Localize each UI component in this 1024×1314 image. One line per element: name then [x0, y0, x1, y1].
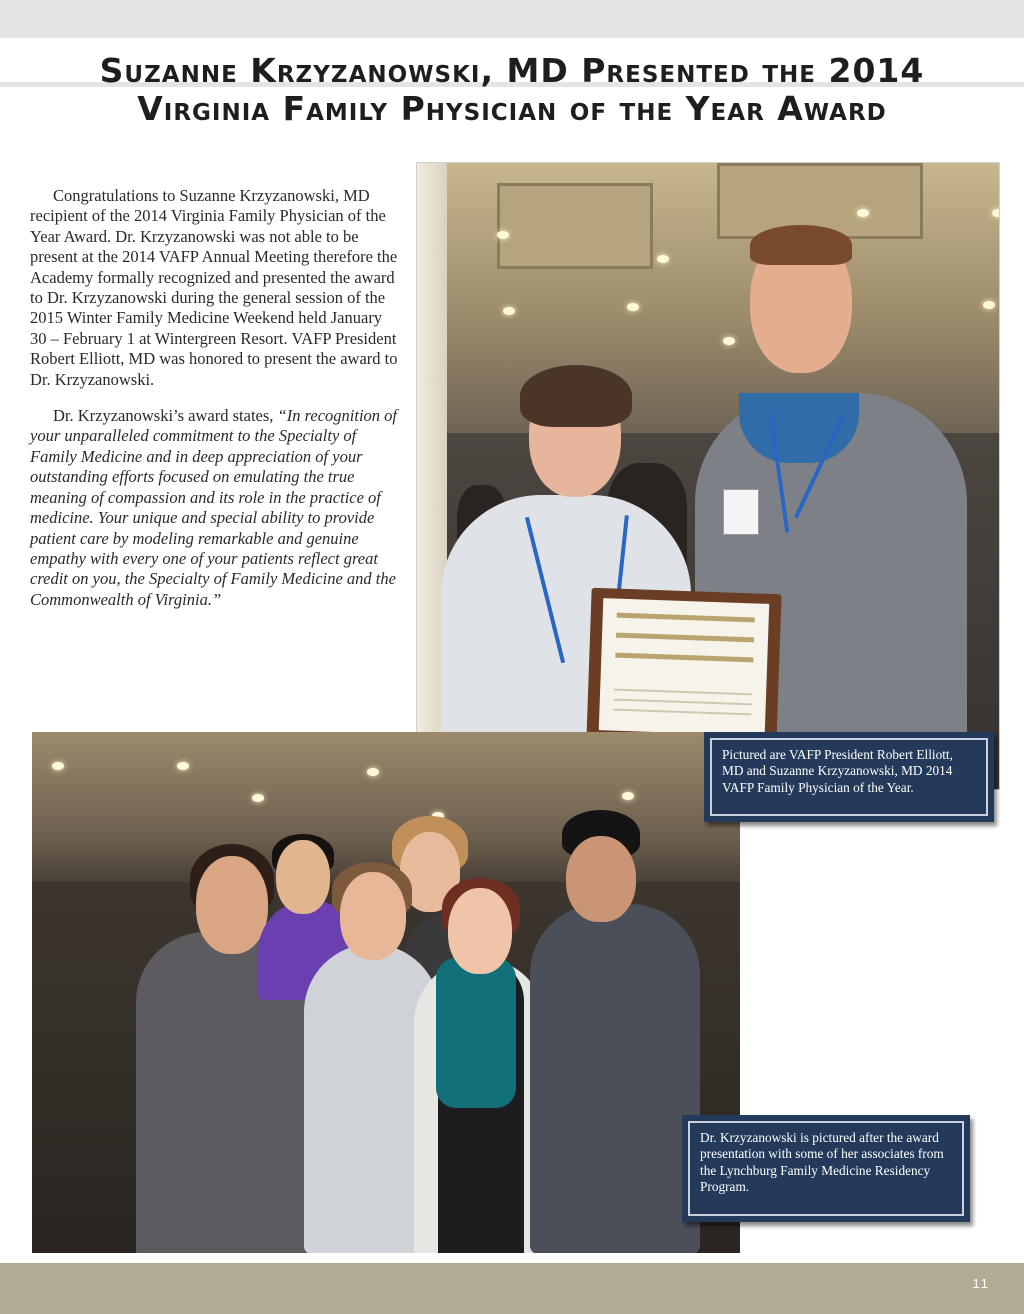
ceiling-light: [252, 794, 264, 802]
award-photo-caption-box: [704, 732, 994, 822]
name-badge: [723, 489, 759, 535]
award-certificate: [599, 598, 770, 736]
award-photo-caption: Pictured are VAFP President Robert Elliott, MD and Suzanne Krzyzanowski, MD 2014 VAFP Family Physician of the Year.: [710, 738, 988, 816]
ceiling-light: [622, 792, 634, 800]
ceiling-light: [992, 209, 1000, 217]
ceiling-light: [177, 762, 189, 770]
ceiling-light: [657, 255, 669, 263]
group-photo-caption-box: [682, 1115, 970, 1222]
article-paragraph-2: [30, 406, 400, 610]
associate-5: [530, 904, 700, 1253]
ceiling-light: [723, 337, 735, 345]
certificate-text-line: [614, 689, 752, 696]
title-line-2: Virginia Family Physician of the Year Award: [137, 89, 887, 128]
ceiling-light: [503, 307, 515, 315]
page-number: 11: [972, 1276, 990, 1291]
certificate-text-line: [615, 653, 753, 663]
article-body: [30, 186, 400, 626]
certificate-text-line: [614, 699, 752, 706]
ceiling-light: [52, 762, 64, 770]
ceiling: [32, 732, 740, 882]
certificate-text-line: [616, 633, 754, 643]
award-quote: “In recognition of your unparalleled commitment to the Specialty of Family Medicine and in deep appreciation of your outstanding efforts focused on emulating the true meaning of compassion and its role in the practice of medicine. Your unique and special ability to provide patient care by modeling remarkable and genuine empathy with every one of your patients reflect great credit on you, the Specialty of Family Medicine and the Commonwealth of Virginia.”: [30, 406, 397, 609]
award-plaque: [586, 588, 781, 747]
title-line-1: Suzanne Krzyzanowski, MD Presented the 2014: [99, 51, 925, 90]
suzanne-krzyzanowski-head: [340, 872, 406, 960]
award-presentation-photo: [416, 162, 1000, 790]
associate-2-head: [276, 840, 330, 914]
footer-band: [0, 1263, 1024, 1314]
top-band: [0, 0, 1024, 38]
certificate-text-line: [613, 709, 751, 716]
associate-1-head: [196, 856, 268, 954]
ceiling-light: [857, 209, 869, 217]
ceiling-light: [627, 303, 639, 311]
ceiling-light: [983, 301, 995, 309]
ceiling-light: [497, 231, 509, 239]
article-paragraph-1: Congratulations to Suzanne Krzyzanowski, MD recipient of the 2014 Virginia Family Physician of the Year Award. Dr. Krzyzanowski was not able to be present at the 2014 VAFP Annual Meeting therefore the Academy formally recognized and presented the award to Dr. Krzyzanowski during the general session of the 2015 Winter Family Medicine Weekend held January 30 – February 1 at Wintergreen Resort. VAFP President Robert Elliott, MD was honored to present the award to Dr. Krzyzanowski.: [30, 186, 398, 389]
associate-5-head: [566, 836, 636, 922]
associate-4-head: [448, 888, 512, 974]
ceiling-panel: [497, 183, 653, 269]
ceiling-light: [367, 768, 379, 776]
group-photo-caption: Dr. Krzyzanowski is pictured after the award presentation with some of her associates from the Lynchburg Family Medicine Residency Program.: [688, 1121, 964, 1216]
robert-elliott-hair: [750, 225, 852, 265]
certificate-text-line: [617, 613, 755, 623]
suzanne-krzyzanowski-hair: [520, 365, 632, 427]
page-title: [0, 52, 1024, 128]
teal-scarf: [436, 958, 516, 1108]
award-intro-text: Dr. Krzyzanowski’s award states,: [53, 406, 278, 426]
group-photo: [32, 732, 740, 1253]
